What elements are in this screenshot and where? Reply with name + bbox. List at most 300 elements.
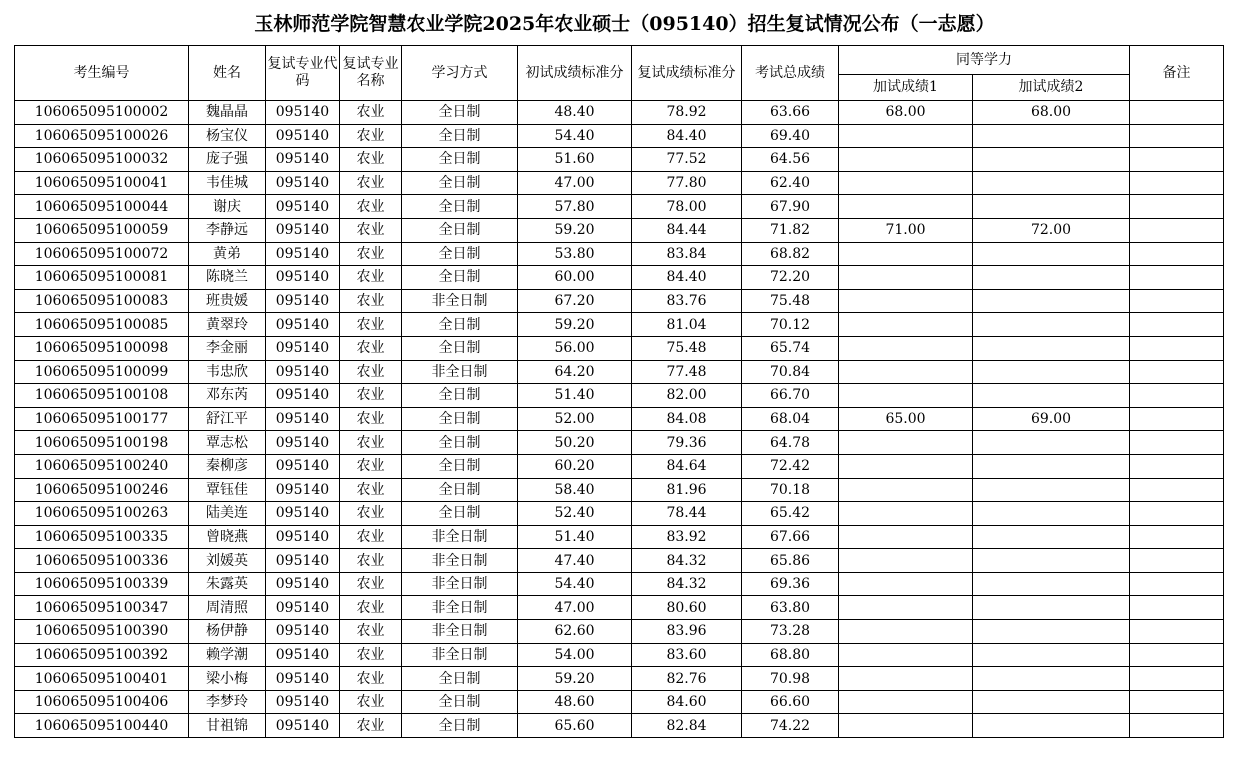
cell-retest-score: 78.00 bbox=[632, 195, 742, 219]
cell-name: 赖学潮 bbox=[189, 643, 266, 667]
cell-extra1 bbox=[839, 525, 973, 549]
cell-exam-id: 106065095100390 bbox=[15, 620, 189, 644]
cell-initial-score: 53.80 bbox=[518, 242, 632, 266]
cell-total-score: 68.04 bbox=[742, 407, 839, 431]
cell-remark bbox=[1130, 407, 1224, 431]
table-row bbox=[15, 714, 1224, 738]
cell-major-name: 农业 bbox=[340, 620, 402, 644]
cell-extra1: 68.00 bbox=[839, 101, 973, 125]
cell-major-name: 农业 bbox=[340, 643, 402, 667]
cell-study-mode: 全日制 bbox=[402, 101, 518, 125]
cell-initial-score: 52.00 bbox=[518, 407, 632, 431]
cell-major-code: 095140 bbox=[266, 242, 340, 266]
cell-extra2 bbox=[973, 690, 1130, 714]
header-initial-score: 初试成绩标准分 bbox=[518, 46, 632, 101]
cell-extra2 bbox=[973, 454, 1130, 478]
cell-name: 杨宝仪 bbox=[189, 124, 266, 148]
cell-name: 魏晶晶 bbox=[189, 101, 266, 125]
cell-remark bbox=[1130, 549, 1224, 573]
header-major-name: 复试专业名称 bbox=[340, 46, 402, 101]
table-row bbox=[15, 572, 1224, 596]
cell-initial-score: 48.60 bbox=[518, 690, 632, 714]
cell-major-name: 农业 bbox=[340, 714, 402, 738]
table-row bbox=[15, 643, 1224, 667]
cell-extra2 bbox=[973, 714, 1130, 738]
cell-major-name: 农业 bbox=[340, 313, 402, 337]
cell-extra2: 72.00 bbox=[973, 218, 1130, 242]
cell-name: 周清照 bbox=[189, 596, 266, 620]
cell-major-code: 095140 bbox=[266, 572, 340, 596]
cell-extra2: 68.00 bbox=[973, 101, 1130, 125]
cell-extra1 bbox=[839, 195, 973, 219]
cell-study-mode: 非全日制 bbox=[402, 596, 518, 620]
cell-retest-score: 84.08 bbox=[632, 407, 742, 431]
cell-exam-id: 106065095100347 bbox=[15, 596, 189, 620]
results-table bbox=[14, 45, 1224, 738]
cell-initial-score: 48.40 bbox=[518, 101, 632, 125]
cell-extra2 bbox=[973, 525, 1130, 549]
cell-extra2 bbox=[973, 667, 1130, 691]
cell-study-mode: 全日制 bbox=[402, 218, 518, 242]
cell-study-mode: 全日制 bbox=[402, 454, 518, 478]
cell-name: 李金丽 bbox=[189, 336, 266, 360]
cell-exam-id: 106065095100406 bbox=[15, 690, 189, 714]
cell-initial-score: 51.60 bbox=[518, 148, 632, 172]
cell-exam-id: 106065095100002 bbox=[15, 101, 189, 125]
cell-remark bbox=[1130, 289, 1224, 313]
cell-total-score: 65.74 bbox=[742, 336, 839, 360]
cell-major-name: 农业 bbox=[340, 360, 402, 384]
cell-retest-score: 83.76 bbox=[632, 289, 742, 313]
cell-total-score: 63.66 bbox=[742, 101, 839, 125]
cell-initial-score: 51.40 bbox=[518, 384, 632, 408]
table-row bbox=[15, 478, 1224, 502]
cell-exam-id: 106065095100041 bbox=[15, 171, 189, 195]
cell-study-mode: 全日制 bbox=[402, 336, 518, 360]
cell-name: 杨伊静 bbox=[189, 620, 266, 644]
cell-total-score: 75.48 bbox=[742, 289, 839, 313]
cell-name: 陈晓兰 bbox=[189, 266, 266, 290]
cell-exam-id: 106065095100059 bbox=[15, 218, 189, 242]
table-row bbox=[15, 384, 1224, 408]
cell-study-mode: 全日制 bbox=[402, 148, 518, 172]
cell-retest-score: 79.36 bbox=[632, 431, 742, 455]
cell-name: 黄翠玲 bbox=[189, 313, 266, 337]
cell-total-score: 70.98 bbox=[742, 667, 839, 691]
cell-retest-score: 82.00 bbox=[632, 384, 742, 408]
table-row bbox=[15, 195, 1224, 219]
table-row bbox=[15, 124, 1224, 148]
cell-extra1 bbox=[839, 643, 973, 667]
cell-retest-score: 84.64 bbox=[632, 454, 742, 478]
cell-extra1 bbox=[839, 690, 973, 714]
cell-major-code: 095140 bbox=[266, 690, 340, 714]
cell-name: 李静远 bbox=[189, 218, 266, 242]
cell-total-score: 68.80 bbox=[742, 643, 839, 667]
cell-retest-score: 77.80 bbox=[632, 171, 742, 195]
table-row bbox=[15, 596, 1224, 620]
cell-retest-score: 81.04 bbox=[632, 313, 742, 337]
cell-extra1 bbox=[839, 148, 973, 172]
cell-retest-score: 84.40 bbox=[632, 124, 742, 148]
cell-initial-score: 60.00 bbox=[518, 266, 632, 290]
cell-remark bbox=[1130, 101, 1224, 125]
cell-major-code: 095140 bbox=[266, 289, 340, 313]
cell-name: 韦忠欣 bbox=[189, 360, 266, 384]
cell-remark bbox=[1130, 431, 1224, 455]
cell-total-score: 64.56 bbox=[742, 148, 839, 172]
cell-initial-score: 62.60 bbox=[518, 620, 632, 644]
cell-remark bbox=[1130, 690, 1224, 714]
cell-major-code: 095140 bbox=[266, 596, 340, 620]
cell-retest-score: 78.92 bbox=[632, 101, 742, 125]
cell-major-name: 农业 bbox=[340, 171, 402, 195]
table-row bbox=[15, 407, 1224, 431]
cell-extra2 bbox=[973, 502, 1130, 526]
cell-extra2 bbox=[973, 171, 1130, 195]
cell-major-code: 095140 bbox=[266, 266, 340, 290]
cell-name: 舒江平 bbox=[189, 407, 266, 431]
cell-study-mode: 全日制 bbox=[402, 171, 518, 195]
table-row bbox=[15, 289, 1224, 313]
cell-major-name: 农业 bbox=[340, 289, 402, 313]
table-row bbox=[15, 667, 1224, 691]
cell-major-code: 095140 bbox=[266, 360, 340, 384]
header-total-score: 考试总成绩 bbox=[742, 46, 839, 101]
header-retest-score: 复试成绩标准分 bbox=[632, 46, 742, 101]
cell-remark bbox=[1130, 266, 1224, 290]
cell-total-score: 63.80 bbox=[742, 596, 839, 620]
cell-extra1 bbox=[839, 384, 973, 408]
cell-initial-score: 57.80 bbox=[518, 195, 632, 219]
cell-extra2 bbox=[973, 360, 1130, 384]
cell-major-code: 095140 bbox=[266, 478, 340, 502]
cell-major-code: 095140 bbox=[266, 124, 340, 148]
cell-exam-id: 106065095100198 bbox=[15, 431, 189, 455]
cell-retest-score: 84.60 bbox=[632, 690, 742, 714]
cell-major-code: 095140 bbox=[266, 384, 340, 408]
cell-major-code: 095140 bbox=[266, 714, 340, 738]
page-title: 玉林师范学院智慧农业学院2025年农业硕士（095140）招生复试情况公布（一志愿） bbox=[254, 13, 995, 35]
cell-initial-score: 59.20 bbox=[518, 667, 632, 691]
cell-retest-score: 77.48 bbox=[632, 360, 742, 384]
cell-study-mode: 非全日制 bbox=[402, 643, 518, 667]
cell-initial-score: 64.20 bbox=[518, 360, 632, 384]
cell-extra1 bbox=[839, 454, 973, 478]
table-row bbox=[15, 454, 1224, 478]
cell-study-mode: 全日制 bbox=[402, 502, 518, 526]
cell-remark bbox=[1130, 360, 1224, 384]
cell-extra1 bbox=[839, 360, 973, 384]
cell-study-mode: 全日制 bbox=[402, 690, 518, 714]
cell-major-name: 农业 bbox=[340, 407, 402, 431]
cell-extra2 bbox=[973, 124, 1130, 148]
cell-major-name: 农业 bbox=[340, 454, 402, 478]
table-row bbox=[15, 171, 1224, 195]
cell-initial-score: 65.60 bbox=[518, 714, 632, 738]
cell-extra1 bbox=[839, 242, 973, 266]
cell-exam-id: 106065095100072 bbox=[15, 242, 189, 266]
cell-retest-score: 82.84 bbox=[632, 714, 742, 738]
cell-exam-id: 106065095100098 bbox=[15, 336, 189, 360]
cell-major-name: 农业 bbox=[340, 667, 402, 691]
cell-initial-score: 51.40 bbox=[518, 525, 632, 549]
cell-exam-id: 106065095100401 bbox=[15, 667, 189, 691]
cell-major-name: 农业 bbox=[340, 218, 402, 242]
cell-remark bbox=[1130, 667, 1224, 691]
cell-study-mode: 非全日制 bbox=[402, 620, 518, 644]
cell-name: 班贵媛 bbox=[189, 289, 266, 313]
table-row bbox=[15, 336, 1224, 360]
cell-remark bbox=[1130, 525, 1224, 549]
cell-remark bbox=[1130, 454, 1224, 478]
cell-major-name: 农业 bbox=[340, 266, 402, 290]
cell-name: 朱露英 bbox=[189, 572, 266, 596]
cell-extra1 bbox=[839, 171, 973, 195]
cell-remark bbox=[1130, 643, 1224, 667]
cell-total-score: 71.82 bbox=[742, 218, 839, 242]
cell-retest-score: 83.96 bbox=[632, 620, 742, 644]
cell-total-score: 66.60 bbox=[742, 690, 839, 714]
table-row bbox=[15, 525, 1224, 549]
cell-exam-id: 106065095100099 bbox=[15, 360, 189, 384]
cell-name: 李梦玲 bbox=[189, 690, 266, 714]
cell-major-name: 农业 bbox=[340, 549, 402, 573]
cell-extra1 bbox=[839, 313, 973, 337]
cell-total-score: 64.78 bbox=[742, 431, 839, 455]
cell-exam-id: 106065095100240 bbox=[15, 454, 189, 478]
cell-extra1 bbox=[839, 289, 973, 313]
cell-name: 覃志松 bbox=[189, 431, 266, 455]
cell-major-name: 农业 bbox=[340, 572, 402, 596]
cell-initial-score: 50.20 bbox=[518, 431, 632, 455]
cell-major-code: 095140 bbox=[266, 218, 340, 242]
cell-major-code: 095140 bbox=[266, 643, 340, 667]
cell-major-code: 095140 bbox=[266, 148, 340, 172]
cell-major-name: 农业 bbox=[340, 596, 402, 620]
cell-initial-score: 56.00 bbox=[518, 336, 632, 360]
cell-remark bbox=[1130, 171, 1224, 195]
cell-initial-score: 54.40 bbox=[518, 124, 632, 148]
cell-remark bbox=[1130, 148, 1224, 172]
cell-total-score: 70.84 bbox=[742, 360, 839, 384]
cell-study-mode: 全日制 bbox=[402, 313, 518, 337]
cell-remark bbox=[1130, 478, 1224, 502]
cell-name: 曾晓燕 bbox=[189, 525, 266, 549]
header-equivalent: 同等学力 bbox=[839, 46, 1130, 75]
cell-initial-score: 59.20 bbox=[518, 313, 632, 337]
cell-major-name: 农业 bbox=[340, 101, 402, 125]
cell-remark bbox=[1130, 620, 1224, 644]
cell-exam-id: 106065095100263 bbox=[15, 502, 189, 526]
cell-name: 梁小梅 bbox=[189, 667, 266, 691]
cell-retest-score: 75.48 bbox=[632, 336, 742, 360]
cell-retest-score: 84.32 bbox=[632, 572, 742, 596]
cell-remark bbox=[1130, 572, 1224, 596]
cell-total-score: 74.22 bbox=[742, 714, 839, 738]
cell-extra2 bbox=[973, 289, 1130, 313]
cell-major-code: 095140 bbox=[266, 171, 340, 195]
cell-study-mode: 全日制 bbox=[402, 124, 518, 148]
cell-name: 韦佳城 bbox=[189, 171, 266, 195]
cell-study-mode: 非全日制 bbox=[402, 572, 518, 596]
cell-initial-score: 47.00 bbox=[518, 596, 632, 620]
cell-study-mode: 非全日制 bbox=[402, 360, 518, 384]
cell-major-code: 095140 bbox=[266, 549, 340, 573]
cell-total-score: 67.90 bbox=[742, 195, 839, 219]
cell-extra2: 69.00 bbox=[973, 407, 1130, 431]
cell-total-score: 70.12 bbox=[742, 313, 839, 337]
cell-study-mode: 全日制 bbox=[402, 384, 518, 408]
cell-remark bbox=[1130, 124, 1224, 148]
cell-study-mode: 全日制 bbox=[402, 407, 518, 431]
cell-retest-score: 84.44 bbox=[632, 218, 742, 242]
cell-study-mode: 非全日制 bbox=[402, 549, 518, 573]
cell-extra1 bbox=[839, 549, 973, 573]
cell-initial-score: 59.20 bbox=[518, 218, 632, 242]
cell-total-score: 62.40 bbox=[742, 171, 839, 195]
table-row bbox=[15, 690, 1224, 714]
cell-extra1 bbox=[839, 478, 973, 502]
cell-name: 邓东芮 bbox=[189, 384, 266, 408]
cell-major-code: 095140 bbox=[266, 431, 340, 455]
cell-exam-id: 106065095100440 bbox=[15, 714, 189, 738]
cell-total-score: 69.36 bbox=[742, 572, 839, 596]
cell-major-name: 农业 bbox=[340, 431, 402, 455]
cell-extra2 bbox=[973, 549, 1130, 573]
cell-major-name: 农业 bbox=[340, 242, 402, 266]
cell-extra2 bbox=[973, 195, 1130, 219]
cell-extra2 bbox=[973, 431, 1130, 455]
cell-total-score: 65.42 bbox=[742, 502, 839, 526]
cell-extra2 bbox=[973, 148, 1130, 172]
cell-total-score: 66.70 bbox=[742, 384, 839, 408]
table-row bbox=[15, 218, 1224, 242]
cell-study-mode: 全日制 bbox=[402, 714, 518, 738]
cell-extra2 bbox=[973, 572, 1130, 596]
cell-remark bbox=[1130, 313, 1224, 337]
table-row bbox=[15, 502, 1224, 526]
cell-initial-score: 54.00 bbox=[518, 643, 632, 667]
table-row bbox=[15, 549, 1224, 573]
cell-name: 覃钰佳 bbox=[189, 478, 266, 502]
cell-retest-score: 83.92 bbox=[632, 525, 742, 549]
cell-initial-score: 60.20 bbox=[518, 454, 632, 478]
cell-remark bbox=[1130, 195, 1224, 219]
cell-name: 甘祖锦 bbox=[189, 714, 266, 738]
cell-extra2 bbox=[973, 643, 1130, 667]
cell-major-name: 农业 bbox=[340, 525, 402, 549]
cell-extra1 bbox=[839, 502, 973, 526]
cell-major-name: 农业 bbox=[340, 502, 402, 526]
cell-major-code: 095140 bbox=[266, 620, 340, 644]
cell-exam-id: 106065095100177 bbox=[15, 407, 189, 431]
header-name: 姓名 bbox=[189, 46, 266, 101]
cell-retest-score: 80.60 bbox=[632, 596, 742, 620]
cell-retest-score: 84.32 bbox=[632, 549, 742, 573]
cell-extra1 bbox=[839, 714, 973, 738]
cell-exam-id: 106065095100335 bbox=[15, 525, 189, 549]
cell-extra1 bbox=[839, 431, 973, 455]
cell-name: 陆美连 bbox=[189, 502, 266, 526]
header-extra1: 加试成绩1 bbox=[839, 75, 973, 101]
header-extra2: 加试成绩2 bbox=[973, 75, 1130, 101]
cell-exam-id: 106065095100083 bbox=[15, 289, 189, 313]
cell-study-mode: 全日制 bbox=[402, 478, 518, 502]
cell-exam-id: 106065095100085 bbox=[15, 313, 189, 337]
cell-remark bbox=[1130, 596, 1224, 620]
cell-name: 秦柳彦 bbox=[189, 454, 266, 478]
cell-major-name: 农业 bbox=[340, 336, 402, 360]
cell-total-score: 69.40 bbox=[742, 124, 839, 148]
table-row bbox=[15, 148, 1224, 172]
cell-retest-score: 82.76 bbox=[632, 667, 742, 691]
cell-extra2 bbox=[973, 313, 1130, 337]
cell-exam-id: 106065095100081 bbox=[15, 266, 189, 290]
cell-name: 刘媛英 bbox=[189, 549, 266, 573]
cell-total-score: 72.20 bbox=[742, 266, 839, 290]
cell-extra1 bbox=[839, 124, 973, 148]
cell-major-code: 095140 bbox=[266, 407, 340, 431]
cell-extra2 bbox=[973, 596, 1130, 620]
table-row bbox=[15, 620, 1224, 644]
cell-major-code: 095140 bbox=[266, 101, 340, 125]
table-row bbox=[15, 266, 1224, 290]
cell-remark bbox=[1130, 384, 1224, 408]
cell-extra1 bbox=[839, 266, 973, 290]
cell-major-code: 095140 bbox=[266, 313, 340, 337]
cell-name: 黄弟 bbox=[189, 242, 266, 266]
cell-remark bbox=[1130, 502, 1224, 526]
table-row bbox=[15, 431, 1224, 455]
cell-major-name: 农业 bbox=[340, 384, 402, 408]
cell-extra1 bbox=[839, 572, 973, 596]
cell-study-mode: 全日制 bbox=[402, 266, 518, 290]
cell-exam-id: 106065095100032 bbox=[15, 148, 189, 172]
cell-extra2 bbox=[973, 336, 1130, 360]
header-study-mode: 学习方式 bbox=[402, 46, 518, 101]
cell-exam-id: 106065095100026 bbox=[15, 124, 189, 148]
cell-major-name: 农业 bbox=[340, 124, 402, 148]
cell-exam-id: 106065095100044 bbox=[15, 195, 189, 219]
cell-major-code: 095140 bbox=[266, 336, 340, 360]
cell-extra2 bbox=[973, 620, 1130, 644]
header-major-code: 复试专业代码 bbox=[266, 46, 340, 101]
cell-exam-id: 106065095100336 bbox=[15, 549, 189, 573]
cell-study-mode: 非全日制 bbox=[402, 525, 518, 549]
results-table-body bbox=[15, 101, 1224, 738]
cell-study-mode: 全日制 bbox=[402, 195, 518, 219]
cell-major-code: 095140 bbox=[266, 195, 340, 219]
cell-retest-score: 78.44 bbox=[632, 502, 742, 526]
cell-remark bbox=[1130, 336, 1224, 360]
cell-initial-score: 47.40 bbox=[518, 549, 632, 573]
header-exam-id: 考生编号 bbox=[15, 46, 189, 101]
cell-total-score: 73.28 bbox=[742, 620, 839, 644]
cell-major-code: 095140 bbox=[266, 667, 340, 691]
cell-retest-score: 81.96 bbox=[632, 478, 742, 502]
cell-study-mode: 全日制 bbox=[402, 431, 518, 455]
cell-initial-score: 52.40 bbox=[518, 502, 632, 526]
cell-remark bbox=[1130, 218, 1224, 242]
cell-extra2 bbox=[973, 266, 1130, 290]
cell-exam-id: 106065095100246 bbox=[15, 478, 189, 502]
cell-initial-score: 67.20 bbox=[518, 289, 632, 313]
cell-total-score: 68.82 bbox=[742, 242, 839, 266]
cell-remark bbox=[1130, 242, 1224, 266]
cell-initial-score: 54.40 bbox=[518, 572, 632, 596]
table-row bbox=[15, 313, 1224, 337]
